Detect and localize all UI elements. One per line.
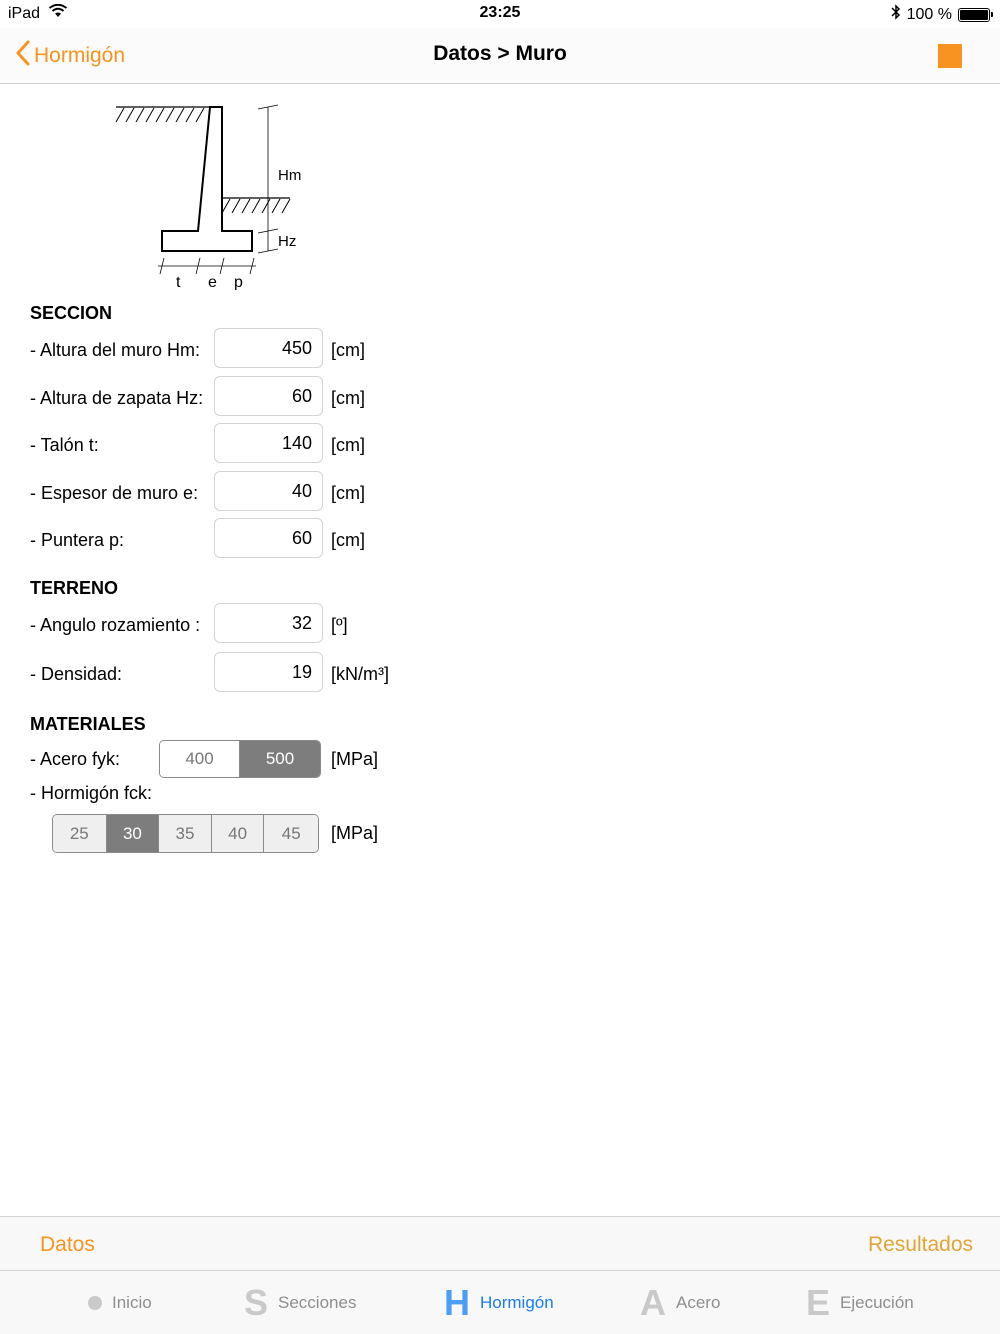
hormigon-option-35[interactable]: 35	[158, 815, 211, 852]
back-label: Hormigón	[34, 44, 126, 67]
altura-muro-input[interactable]: 450	[214, 328, 323, 368]
battery-percent: 100 %	[906, 5, 952, 23]
hormigon-option-40[interactable]: 40	[211, 815, 264, 852]
unit-acero: [MPa]	[331, 749, 379, 769]
acero-option-400[interactable]: 400	[160, 741, 239, 777]
unit-altura-muro: [cm]	[331, 340, 365, 360]
unit-angulo: [º]	[331, 615, 348, 635]
diagram-label-hm: Hm	[278, 167, 302, 184]
status-bar	[0, 0, 1000, 28]
hormigon-segmented-control	[52, 814, 319, 853]
hormigon-option-45[interactable]: 45	[263, 815, 318, 852]
label-altura-zapata: - Altura de zapata Hz:	[30, 388, 204, 408]
page-title: Datos > Muro	[433, 42, 567, 65]
diagram-label-t: t	[176, 274, 181, 290]
acero-segmented-control	[159, 740, 321, 778]
label-talon: - Talón t:	[30, 435, 99, 455]
unit-talon: [cm]	[331, 435, 365, 455]
unit-espesor: [cm]	[331, 483, 365, 503]
datos-button[interactable]: Datos	[40, 1233, 95, 1256]
tab-secciones[interactable]	[244, 1283, 356, 1323]
tab-label-inicio: Inicio	[112, 1293, 152, 1312]
tab-acero[interactable]	[640, 1283, 720, 1323]
resultados-button[interactable]: Resultados	[867, 1233, 973, 1256]
tab-label-ejecucion: Ejecución	[840, 1293, 914, 1312]
battery-icon	[958, 8, 990, 22]
label-acero: - Acero fyk:	[30, 749, 121, 769]
diagram-label-e: e	[208, 274, 217, 290]
e-letter-icon: E	[806, 1282, 831, 1323]
espesor-input[interactable]: 40	[214, 471, 323, 511]
diagram-label-p: p	[234, 274, 243, 290]
bottom-toolbar	[0, 1216, 1000, 1270]
section-title-terreno: TERRENO	[30, 578, 119, 598]
diagram-label-hz: Hz	[278, 233, 297, 250]
hormigon-option-30[interactable]: 30	[106, 815, 159, 852]
tab-label-acero: Acero	[676, 1293, 721, 1312]
s-letter-icon: S	[244, 1282, 269, 1323]
altura-zapata-input[interactable]: 60	[214, 376, 323, 416]
bluetooth-icon	[891, 4, 901, 25]
circle-icon	[88, 1296, 102, 1310]
unit-altura-zapata: [cm]	[331, 388, 365, 408]
densidad-input[interactable]: 19	[214, 652, 323, 692]
tab-bar	[0, 1270, 1000, 1334]
label-angulo: - Angulo rozamiento :	[30, 615, 201, 635]
hormigon-option-25[interactable]: 25	[53, 815, 106, 852]
talon-input[interactable]: 140	[214, 423, 323, 463]
puntera-input[interactable]: 60	[214, 518, 323, 558]
unit-hormigon: [MPa]	[331, 823, 379, 843]
tab-label-hormigon: Hormigón	[480, 1293, 554, 1312]
tab-hormigon[interactable]	[444, 1283, 554, 1323]
unit-puntera: [cm]	[331, 530, 365, 550]
retaining-wall-diagram	[110, 100, 310, 290]
nav-bar	[0, 28, 1000, 84]
h-letter-icon: H	[444, 1282, 470, 1323]
stop-button[interactable]	[938, 44, 962, 68]
label-altura-muro: - Altura del muro Hm:	[30, 340, 201, 360]
acero-option-500[interactable]: 500	[239, 741, 320, 777]
section-title-materiales: MATERIALES	[30, 714, 146, 734]
tab-ejecucion[interactable]	[806, 1283, 914, 1323]
status-time: 23:25	[479, 4, 521, 21]
label-hormigon: - Hormigón fck:	[30, 783, 153, 803]
device-name: iPad	[8, 4, 41, 22]
label-densidad: - Densidad:	[30, 664, 123, 684]
unit-densidad: [kN/m³]	[331, 664, 389, 684]
label-espesor: - Espesor de muro e:	[30, 483, 199, 503]
tab-inicio[interactable]	[88, 1283, 152, 1323]
tab-label-secciones: Secciones	[278, 1293, 357, 1312]
angulo-input[interactable]: 32	[214, 603, 323, 643]
section-title-seccion: SECCION	[30, 303, 113, 323]
label-puntera: - Puntera p:	[30, 530, 125, 550]
a-letter-icon: A	[640, 1282, 666, 1323]
